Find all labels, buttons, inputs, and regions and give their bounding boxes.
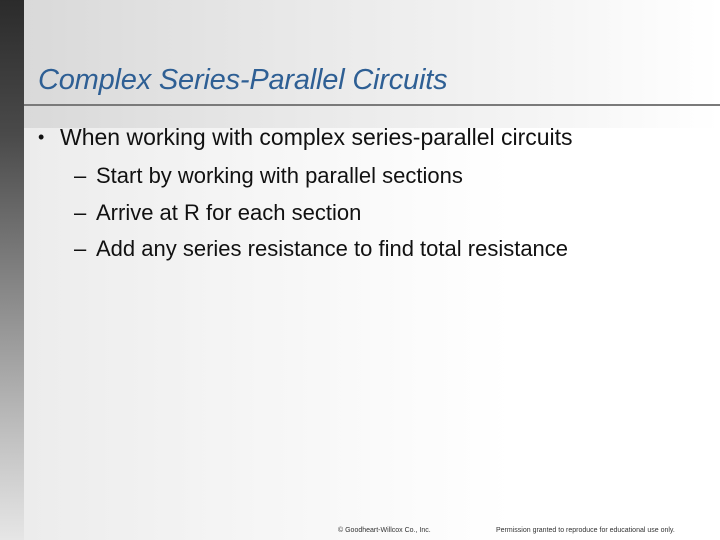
sub-bullet-text: Arrive at R for each section	[96, 200, 362, 225]
sub-bullet-item	[74, 200, 361, 226]
sub-bullet-item	[74, 163, 463, 189]
sub-bullet-text: Add any series resistance to find total resistance	[96, 236, 569, 261]
content-background	[24, 128, 720, 540]
sub-bullet-marker: –	[74, 200, 87, 225]
bullet-item	[38, 124, 573, 151]
bullet-text: When working with complex series-parallel circuits	[60, 124, 573, 150]
footer-copyright: © Goodheart-Willcox Co., Inc.	[338, 527, 431, 534]
sub-bullet-marker: –	[74, 236, 87, 261]
left-decorative-rail	[0, 0, 24, 540]
bullet-marker: •	[38, 127, 45, 147]
slide-title: Complex Series-Parallel Circuits	[38, 64, 448, 96]
footer-permission: Permission granted to reproduce for educational use only.	[496, 527, 675, 534]
title-divider	[24, 104, 720, 106]
sub-bullet-marker: –	[74, 163, 87, 188]
sub-bullet-text: Start by working with parallel sections	[96, 163, 463, 188]
sub-bullet-item	[74, 236, 568, 262]
